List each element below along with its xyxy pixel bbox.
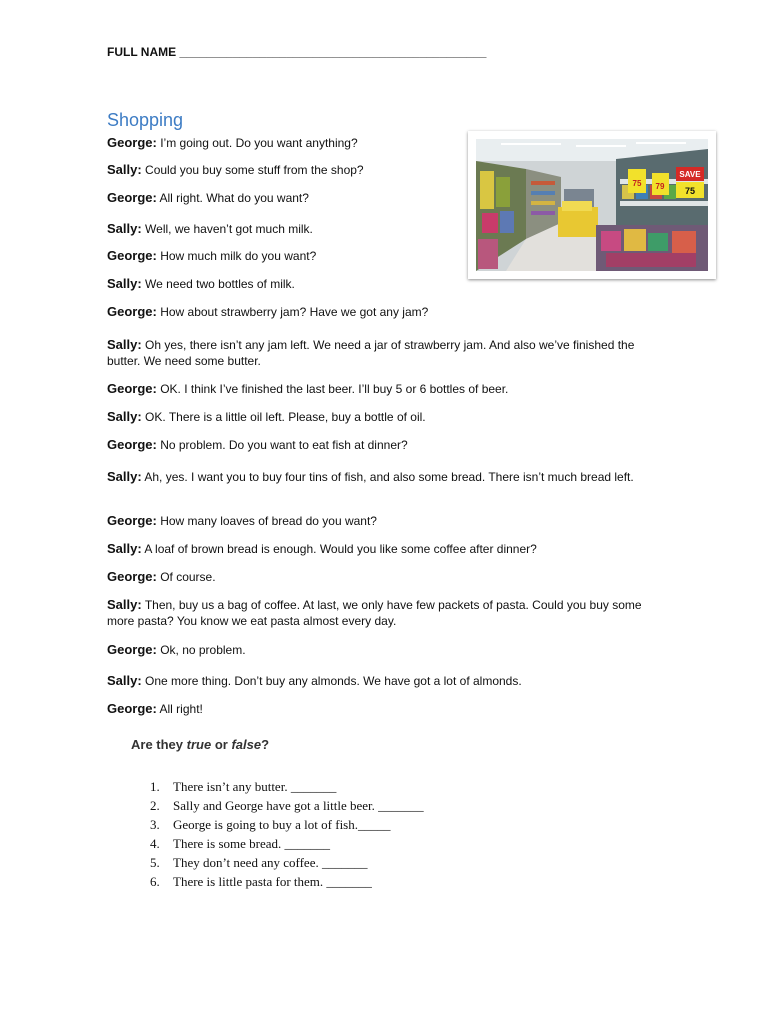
dialogue-line (107, 597, 647, 629)
quiz-item-number: 5. (150, 855, 160, 870)
quiz-true-word: true (186, 737, 212, 752)
dialogue-text: How about strawberry jam? Have we got any jam? (160, 305, 429, 319)
dialogue-text: Ok, no problem. (160, 643, 246, 657)
speaker-name: George: (107, 248, 157, 263)
dialogue-line (107, 513, 647, 529)
dialogue-text: I’m going out. Do you want anything? (160, 136, 358, 150)
speaker-name: Sally: (107, 409, 142, 424)
speaker-name: George: (107, 135, 157, 150)
speaker-name: Sally: (107, 597, 142, 612)
speaker-name: Sally: (107, 162, 142, 177)
dialogue-line (107, 541, 647, 557)
speaker-name: Sally: (107, 469, 142, 484)
dialogue-line (107, 642, 647, 658)
speaker-name: George: (107, 437, 157, 452)
quiz-item-number: 1. (150, 779, 160, 794)
speaker-name: George: (107, 642, 157, 657)
save-sign: SAVE (679, 170, 701, 179)
full-name-field: FULL NAME ______________________________________________ (107, 45, 487, 59)
dialogue-text: We need two bottles of milk. (145, 277, 295, 291)
dialogue-text: Ah, yes. I want you to buy four tins of fish, and also some bread. There isn’t much bread left. (144, 470, 634, 484)
dialogue-text: Oh yes, there isn’t any jam left. We need a jar of strawberry jam. And also we’ve finished the butter. We need some butter. (107, 338, 635, 368)
dialogue-text: OK. There is a little oil left. Please, buy a bottle of oil. (145, 410, 426, 424)
speaker-name: George: (107, 190, 157, 205)
dialogue-text: A loaf of brown bread is enough. Would you like some coffee after dinner? (144, 542, 537, 556)
dialogue-line (107, 409, 647, 425)
quiz-heading: Are they true or false? (131, 737, 270, 752)
quiz-item-number: 3. (150, 817, 160, 832)
quiz-item-text: Sally and George have got a little beer. _______ (173, 798, 424, 813)
dialogue-line (107, 673, 647, 689)
dialogue-text: How much milk do you want? (160, 249, 317, 263)
quiz-item-text: George is going to buy a lot of fish._____ (173, 817, 391, 832)
speaker-name: Sally: (107, 541, 142, 556)
quiz-item-text: There is little pasta for them. _______ (173, 874, 372, 889)
quiz-item-number: 4. (150, 836, 160, 851)
dialogue-text: Well, we haven’t got much milk. (145, 222, 313, 236)
quiz-item-number: 6. (150, 874, 160, 889)
speaker-name: George: (107, 569, 157, 584)
dialogue-text: OK. I think I’ve finished the last beer. I’ll buy 5 or 6 bottles of beer. (160, 382, 509, 396)
dialogue-text: All right! (159, 702, 203, 716)
dialogue-line (107, 381, 647, 397)
dialogue-line (107, 569, 647, 585)
speaker-name: George: (107, 513, 157, 528)
dialogue-text: Then, buy us a bag of coffee. At last, we only have few packets of pasta. Could you buy some more pasta? You know we eat pasta almost every day. (107, 598, 642, 628)
price-sign: 75 (684, 186, 696, 196)
dialogue-text: No problem. Do you want to eat fish at dinner? (160, 438, 408, 452)
speaker-name: Sally: (107, 276, 142, 291)
dialogue-text: One more thing. Don’t buy any almonds. We have got a lot of almonds. (145, 674, 522, 688)
price-sign: 79 (655, 182, 665, 191)
speaker-name: Sally: (107, 221, 142, 236)
speaker-name: Sally: (107, 673, 142, 688)
speaker-name: George: (107, 701, 157, 716)
dialogue-text: All right. What do you want? (159, 191, 309, 205)
price-sign: 75 (632, 179, 642, 188)
supermarket-photo (468, 131, 716, 279)
page-title: Shopping (107, 110, 184, 130)
dialogue-line (107, 469, 647, 485)
speaker-name: George: (107, 304, 157, 319)
dialogue-text: Could you buy some stuff from the shop? (145, 163, 364, 177)
speaker-name: George: (107, 381, 157, 396)
quiz-false-word: false (231, 737, 262, 752)
quiz-item-text: There is some bread. _______ (173, 836, 331, 851)
quiz-item-text: There isn’t any butter. _______ (173, 779, 337, 794)
dialogue-line (107, 437, 647, 453)
dialogue-line (107, 337, 647, 369)
supermarket-aisle-image (476, 139, 708, 271)
dialogue-line (107, 701, 647, 717)
quiz-item-number: 2. (150, 798, 160, 813)
quiz-item-text: They don’t need any coffee. _______ (173, 855, 368, 870)
dialogue-line (107, 304, 647, 320)
speaker-name: Sally: (107, 337, 142, 352)
dialogue-text: Of course. (160, 570, 216, 584)
dialogue-text: How many loaves of bread do you want? (160, 514, 377, 528)
